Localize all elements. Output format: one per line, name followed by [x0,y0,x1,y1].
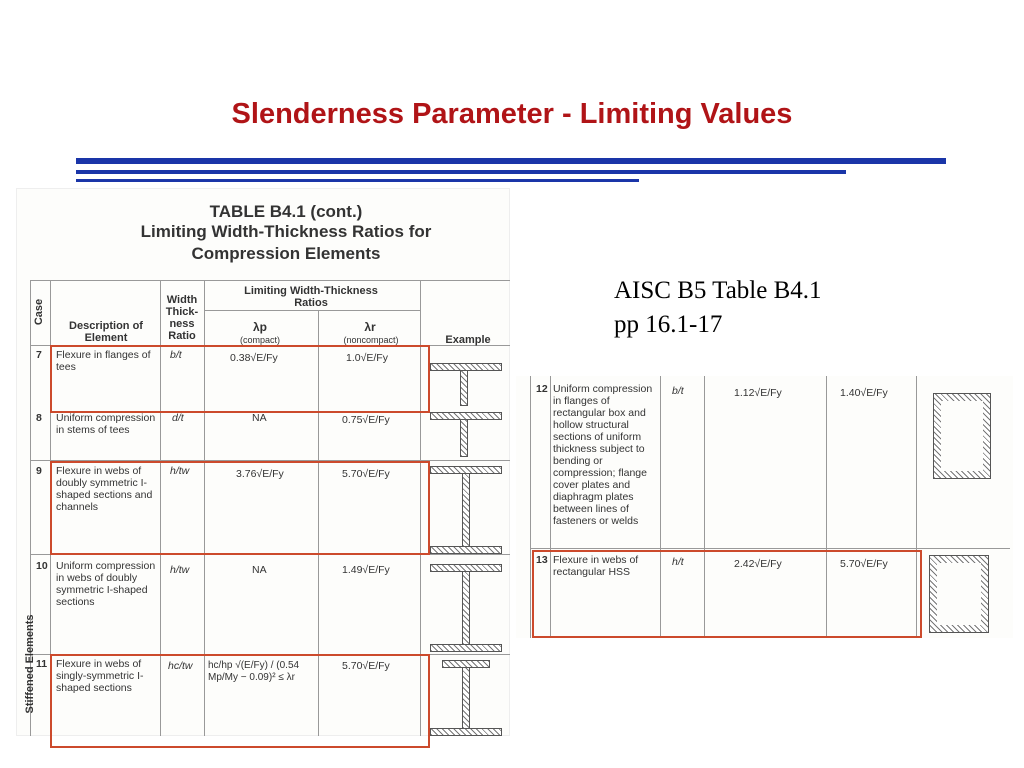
side-label-stiffened: Stiffened Elements [24,614,36,714]
row-10-ratio: h/tw [170,564,190,576]
row-10-lr: 1.49√E/Fy [342,564,390,576]
header-ratio: Width Thick-ness Ratio [165,294,199,342]
table-subtitle-1: Limiting Width-Thickness Ratios for [140,222,432,241]
singly-symmetric-bottom-flange-icon [430,728,502,736]
highlight-case-9 [50,461,430,555]
row-7-lr: 1.0√E/Fy [346,352,388,364]
header-lambda-r-sub: (noncompact) [343,335,399,345]
row-9-lp: 3.76√E/Fy [236,468,284,480]
tee-stem-web-icon [460,419,468,457]
row-11-desc: Flexure in webs of singly-symmetric I-shaped sections [56,658,144,694]
row-9-ratio: h/tw [170,465,190,477]
title-underline-bar-1 [76,158,946,164]
tee-stem-icon [460,370,468,406]
row-8-case: 8 [36,412,42,424]
row-12-desc: Uniform compression in flanges of rectangular box and hollow structural sections of uniform thickness subject to bending or compression; flange cover plates and diaphragm plates between lines of fasteners or welds [553,383,653,527]
i-shape-2-web-icon [462,571,470,645]
highlight-case-11 [50,654,430,748]
row-13-case: 13 [536,554,548,566]
i-shape-2-bottom-flange-icon [430,644,502,652]
row-8-ratio: d/t [172,412,184,424]
box-section-icon [934,394,990,478]
header-lambda-r: λr [364,320,376,334]
row-8-lr: 0.75√E/Fy [342,414,390,426]
row-12-lp: 1.12√E/Fy [734,387,782,399]
table-subtitle-2: Compression Elements [191,244,381,263]
row-12-lr: 1.40√E/Fy [840,387,888,399]
row-9-lr: 5.70√E/Fy [342,468,390,480]
title-underline-bar-2 [76,170,846,174]
title-underline-bar-3 [76,179,639,182]
row-10-desc: Uniform compression in webs of doubly symmetric I-shaped sections [56,560,156,608]
row-13-ratio: h/t [672,556,684,568]
table-title: TABLE B4.1 (cont.) [209,202,363,221]
header-limiting: Limiting Width-Thickness Ratios [244,285,378,309]
row-7-lp: 0.38√E/Fy [230,352,278,364]
row-13-lr: 5.70√E/Fy [840,558,888,570]
header-lambda-p-sub: (compact) [239,335,280,345]
row-10-case: 10 [36,560,48,572]
highlight-case-7 [50,345,430,413]
slide-title: Slenderness Parameter - Limiting Values [231,98,793,130]
i-shape-web-icon [462,473,470,547]
reference-note-line-2: pp 16.1-17 [614,311,723,338]
row-7-desc: Flexure in flanges of tees [56,349,151,373]
row-11-lp: hc/hp √(E/Fy) / (0.54 Mp/My − 0.09)² ≤ λr [208,660,300,683]
row-8-desc: Uniform compression in stems of tees [56,412,156,436]
row-7-case: 7 [36,349,42,361]
header-case: Case [33,298,46,326]
row-11-lr: 5.70√E/Fy [342,660,390,672]
row-11-ratio: hc/tw [168,660,193,672]
row-12-ratio: b/t [672,385,684,397]
header-lambda-p: λp [252,320,267,334]
row-13-lp: 2.42√E/Fy [734,558,782,570]
row-9-case: 9 [36,465,42,477]
row-10-lp: NA [252,564,267,576]
i-shape-bottom-flange-icon [430,546,502,554]
singly-symmetric-web-icon [462,667,470,729]
row-11-case: 11 [36,658,48,670]
reference-note-line-1: AISC B5 Table B4.1 [614,277,822,304]
row-8-lp: NA [252,412,267,424]
hss-section-icon [930,556,988,632]
highlight-case-13 [532,550,922,638]
header-example: Example [445,334,491,346]
header-description: Description of Element [69,320,143,344]
row-7-ratio: b/t [170,349,182,361]
row-12-case: 12 [536,383,548,395]
reference-note [614,274,822,342]
row-13-desc: Flexure in webs of rectangular HSS [553,554,639,578]
row-9-desc: Flexure in webs of doubly symmetric I-shaped sections and channels [56,465,153,513]
